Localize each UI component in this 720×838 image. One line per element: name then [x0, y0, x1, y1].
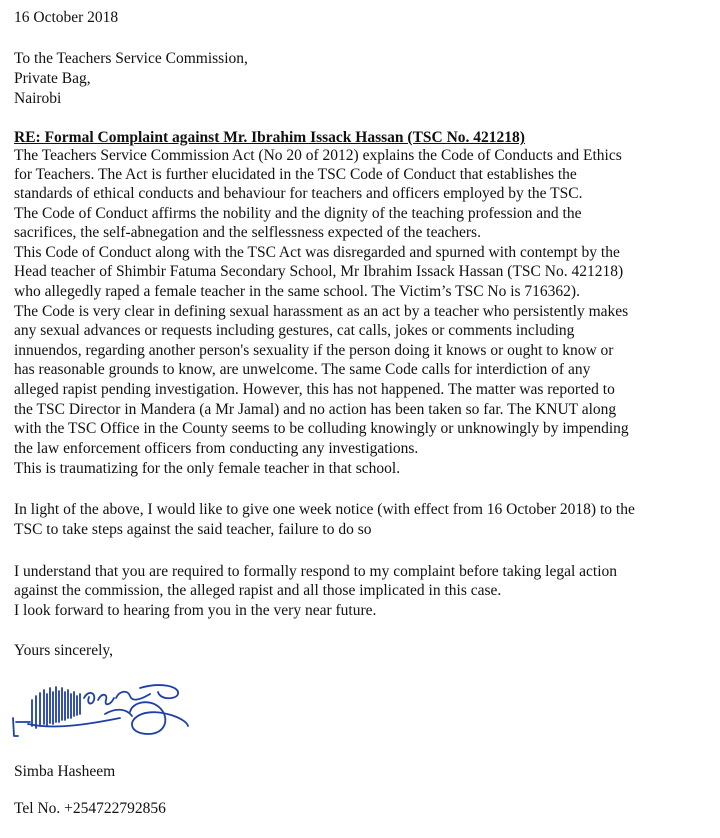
body-line: who allegedly raped a female teacher in the same school. The Victim’s TSC No is 716362). — [14, 283, 580, 300]
body-line: with the TSC Office in the County seems to be colluding knowingly or unknowingly by impending — [14, 420, 629, 437]
subject-line: RE: Formal Complaint against Mr. Ibrahim Issack Hassan (TSC No. 421218) — [14, 129, 525, 146]
body-line: Head teacher of Shimbir Fatuma Secondary School, Mr Ibrahim Issack Hassan (TSC No. 421218) — [14, 263, 624, 280]
closing-line: I look forward to hearing from you in the very near future. — [14, 602, 377, 619]
body-line: the law enforcement officers from conducting any investigations. — [14, 440, 419, 457]
signer-name: Simba Hasheem — [14, 763, 116, 780]
body-line: for Teachers. The Act is further elucidated in the TSC Code of Conduct that establishes the — [14, 166, 577, 183]
closing-line: I understand that you are required to formally respond to my complaint before taking legal action — [14, 563, 618, 580]
body-line: This is traumatizing for the only female teacher in that school. — [14, 460, 401, 477]
address-line-3: Nairobi — [14, 90, 62, 107]
address-line-2: Private Bag, — [14, 70, 91, 87]
salutation: Yours sincerely, — [14, 642, 114, 659]
body-line: has reasonable grounds to know, are unwelcome. The same Code calls for interdiction of any — [14, 361, 591, 378]
telephone: Tel No. +254722792856 — [14, 800, 166, 817]
signature-icon — [10, 678, 195, 740]
body-line: This Code of Conduct along with the TSC Act was disregarded and spurned with contempt by the — [14, 244, 620, 261]
body-line: The Teachers Service Commission Act (No 20 of 2012) explains the Code of Conducts and Ethics — [14, 147, 622, 164]
address-line-1: To the Teachers Service Commission, — [14, 50, 248, 67]
body-line: any sexual advances or requests including gestures, cat calls, jokes or comments including — [14, 322, 575, 339]
body-line: standards of ethical conducts and behaviour for teachers and officers employed by the TSC. — [14, 185, 583, 202]
notice-line: In light of the above, I would like to give one week notice (with effect from 16 October 2018) to the — [14, 501, 635, 518]
body-line: The Code is very clear in defining sexual harassment as an act by a teacher who persistently makes — [14, 303, 629, 320]
closing-line: against the commission, the alleged rapist and all those implicated in this case. — [14, 582, 502, 599]
letter-date: 16 October 2018 — [14, 9, 119, 26]
body-line: The Code of Conduct affirms the nobility and the dignity of the teaching profession and the — [14, 205, 582, 222]
body-line: sacrifices, the self-abnegation and the selflessness expected of the teachers. — [14, 224, 481, 241]
notice-line: TSC to take steps against the said teacher, failure to do so — [14, 521, 372, 538]
body-line: innuendos, regarding another person's sexuality if the person doing it knows or ought to know or — [14, 342, 614, 359]
body-line: alleged rapist pending investigation. However, this has not happened. The matter was reported to — [14, 381, 615, 398]
body-line: the TSC Director in Mandera (a Mr Jamal) and no action has been taken so far. The KNUT along — [14, 401, 617, 418]
